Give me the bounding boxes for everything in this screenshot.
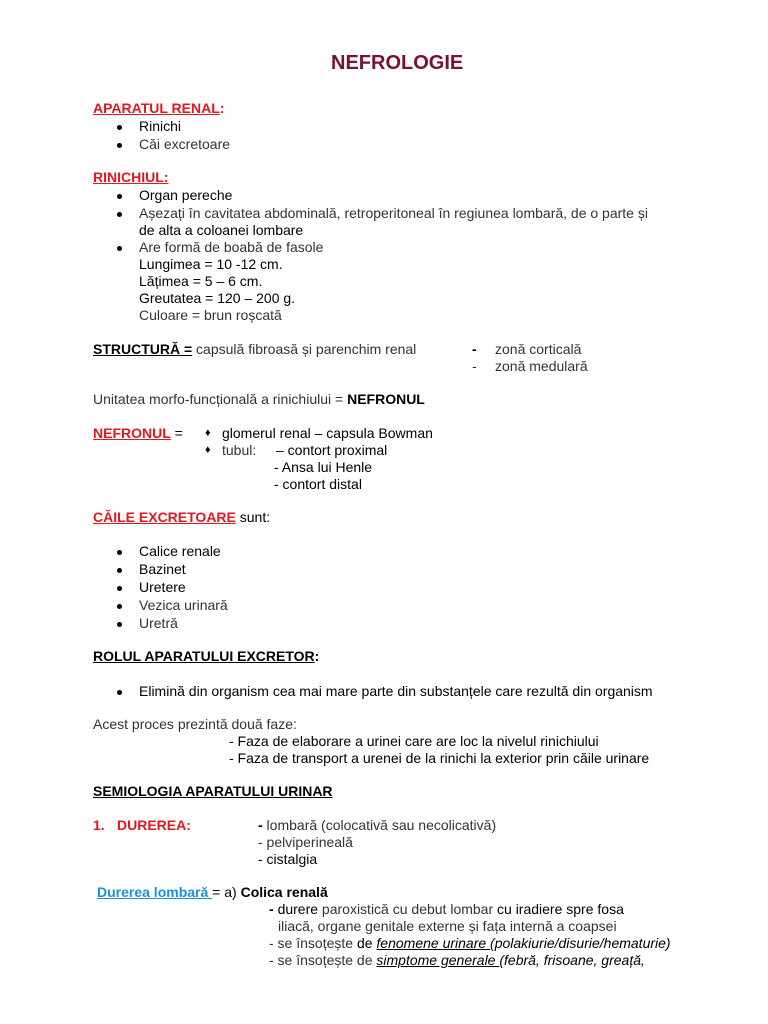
durerea-item xyxy=(258,817,496,834)
list-item-cont: de alta a coloanei lombare xyxy=(139,222,304,238)
zona-corticala: zonă corticală xyxy=(495,341,582,357)
durerea-heading: DUREREA: xyxy=(117,817,191,833)
tubul-item: - contort distal xyxy=(274,476,362,492)
lungimea-text: Lungimea = 10 -12 cm. xyxy=(139,256,283,272)
list-item: Organ pereche xyxy=(139,187,233,203)
durerea-dash: - xyxy=(258,817,263,833)
lombara-eq: = a) xyxy=(212,884,241,900)
durerea-d1: lombară (colocativă sau necolicativă) xyxy=(262,817,497,833)
tubul-item: – contort proximal xyxy=(276,442,388,458)
lombara-l1a: durere xyxy=(277,901,319,917)
tubul-text: tubul: xyxy=(222,442,257,458)
list-item: Vezica urinară xyxy=(139,597,228,613)
bullet-icon xyxy=(117,125,122,130)
page-title: NEFROLOGIE xyxy=(331,52,464,74)
lombara-item xyxy=(269,901,624,918)
rolul-colon: : xyxy=(314,648,320,664)
zona-medulara: zonă medulară xyxy=(495,358,588,374)
lombara-dash: - xyxy=(269,901,278,917)
zona-dash: - xyxy=(472,341,477,357)
glomerul-text: glomerul renal – capsula Bowman xyxy=(222,425,433,441)
aparat-heading-colon: : xyxy=(219,100,225,116)
diamond-icon: ♦ xyxy=(205,427,211,439)
semiologia-heading: SEMIOLOGIA APARATULUI URINAR xyxy=(93,783,333,799)
lombara-item-cont: iliacă, organe genitale externe și fața internă a coapsei xyxy=(278,918,617,934)
aparat-heading-text: APARATUL RENAL xyxy=(93,100,220,116)
rolul-heading-text: ROLUL APARATULUI EXCRETOR xyxy=(93,648,315,664)
durerea-item: - pelviperineală xyxy=(258,834,353,850)
cai-heading xyxy=(93,509,270,526)
lombara-label: Durerea lombară xyxy=(97,884,213,900)
lombara-l3a: - se însoțește xyxy=(269,935,357,951)
faza-item: - Faza de transport a urenei de la rinichi la exterior prin căile urinare xyxy=(229,750,650,766)
bullet-icon xyxy=(117,568,122,573)
aparat-heading xyxy=(93,100,224,117)
bullet-icon xyxy=(117,604,122,609)
tubul-item: - Ansa lui Henle xyxy=(274,459,373,475)
lombara-item xyxy=(269,952,645,969)
colica-renala: Colica renală xyxy=(240,884,328,900)
list-item: Rinichi xyxy=(139,118,182,134)
proces-text: Acest proces prezintă două faze: xyxy=(93,716,297,732)
list-item: Are formă de boabă de fasole xyxy=(139,239,324,255)
lombara-l4a: - se însoțește de xyxy=(269,952,377,968)
list-item: Așezați în cavitatea abdominală, retroperitoneal în regiunea lombară, de o parte și xyxy=(139,205,648,221)
latimea-text: Lățimea = 5 – 6 cm. xyxy=(139,273,263,289)
nefronul-line xyxy=(93,425,183,442)
nefronul-eq: = xyxy=(170,425,183,441)
lombara-l4d: (febră, frisoane, greață, xyxy=(499,952,645,968)
bullet-icon xyxy=(117,622,122,627)
structura-line xyxy=(93,341,416,358)
list-item: Uretră xyxy=(139,615,178,631)
greutatea-text: Greutatea = 120 – 200 g. xyxy=(139,290,296,306)
list-item: Căi excretoare xyxy=(139,136,231,152)
lombara-l1b: paroxistică cu debut lombar xyxy=(318,901,498,917)
faza-item: - Faza de elaborare a urinei care are loc la nivelul rinichiului xyxy=(229,733,599,749)
structura-label: STRUCTURĂ = xyxy=(93,341,193,357)
durerea-item: - cistalgia xyxy=(258,851,318,867)
bullet-icon xyxy=(117,194,122,199)
structura-text: capsulă fibroasă și parenchim renal xyxy=(192,341,417,357)
lombara-line xyxy=(97,884,328,901)
bullet-icon xyxy=(117,246,122,251)
rolul-heading xyxy=(93,648,319,665)
unitatea-text: Unitatea morfo-funcțională a rinichiului = xyxy=(93,391,348,407)
bullet-icon xyxy=(117,550,122,555)
unitatea-bold: NEFRONUL xyxy=(347,391,425,407)
simptome-generale: simptome generale xyxy=(376,952,500,968)
nefronul-label: NEFRONUL xyxy=(93,425,171,441)
cai-label: CĂILE EXCRETOARE xyxy=(93,509,236,525)
rinichi-heading: RINICHIUL: xyxy=(93,169,169,185)
lombara-l3b: de xyxy=(356,935,377,951)
bullet-icon xyxy=(117,143,122,148)
diamond-icon: ♦ xyxy=(205,444,211,456)
culoare-text: Culoare = brun roșcată xyxy=(139,307,282,323)
list-item: Calice renale xyxy=(139,543,221,559)
bullet-icon xyxy=(117,586,122,591)
lombara-item xyxy=(269,935,671,952)
list-item: Bazinet xyxy=(139,561,186,577)
lombara-l3d: (polakiurie/disurie/hematurie) xyxy=(490,935,671,951)
zona-dash: - xyxy=(472,358,477,374)
bullet-icon xyxy=(117,212,122,217)
list-item: Elimină din organism cea mai mare parte din substanțele care rezultă din organism xyxy=(139,683,653,699)
cai-suffix: sunt: xyxy=(235,509,271,525)
list-item: Uretere xyxy=(139,579,186,595)
durerea-num: 1. xyxy=(93,817,105,833)
bullet-icon xyxy=(117,690,122,695)
fenomene-urinare: fenomene urinare xyxy=(376,935,491,951)
unitatea-line xyxy=(93,391,425,408)
lombara-l1c: cu iradiere spre fosa xyxy=(497,901,624,917)
